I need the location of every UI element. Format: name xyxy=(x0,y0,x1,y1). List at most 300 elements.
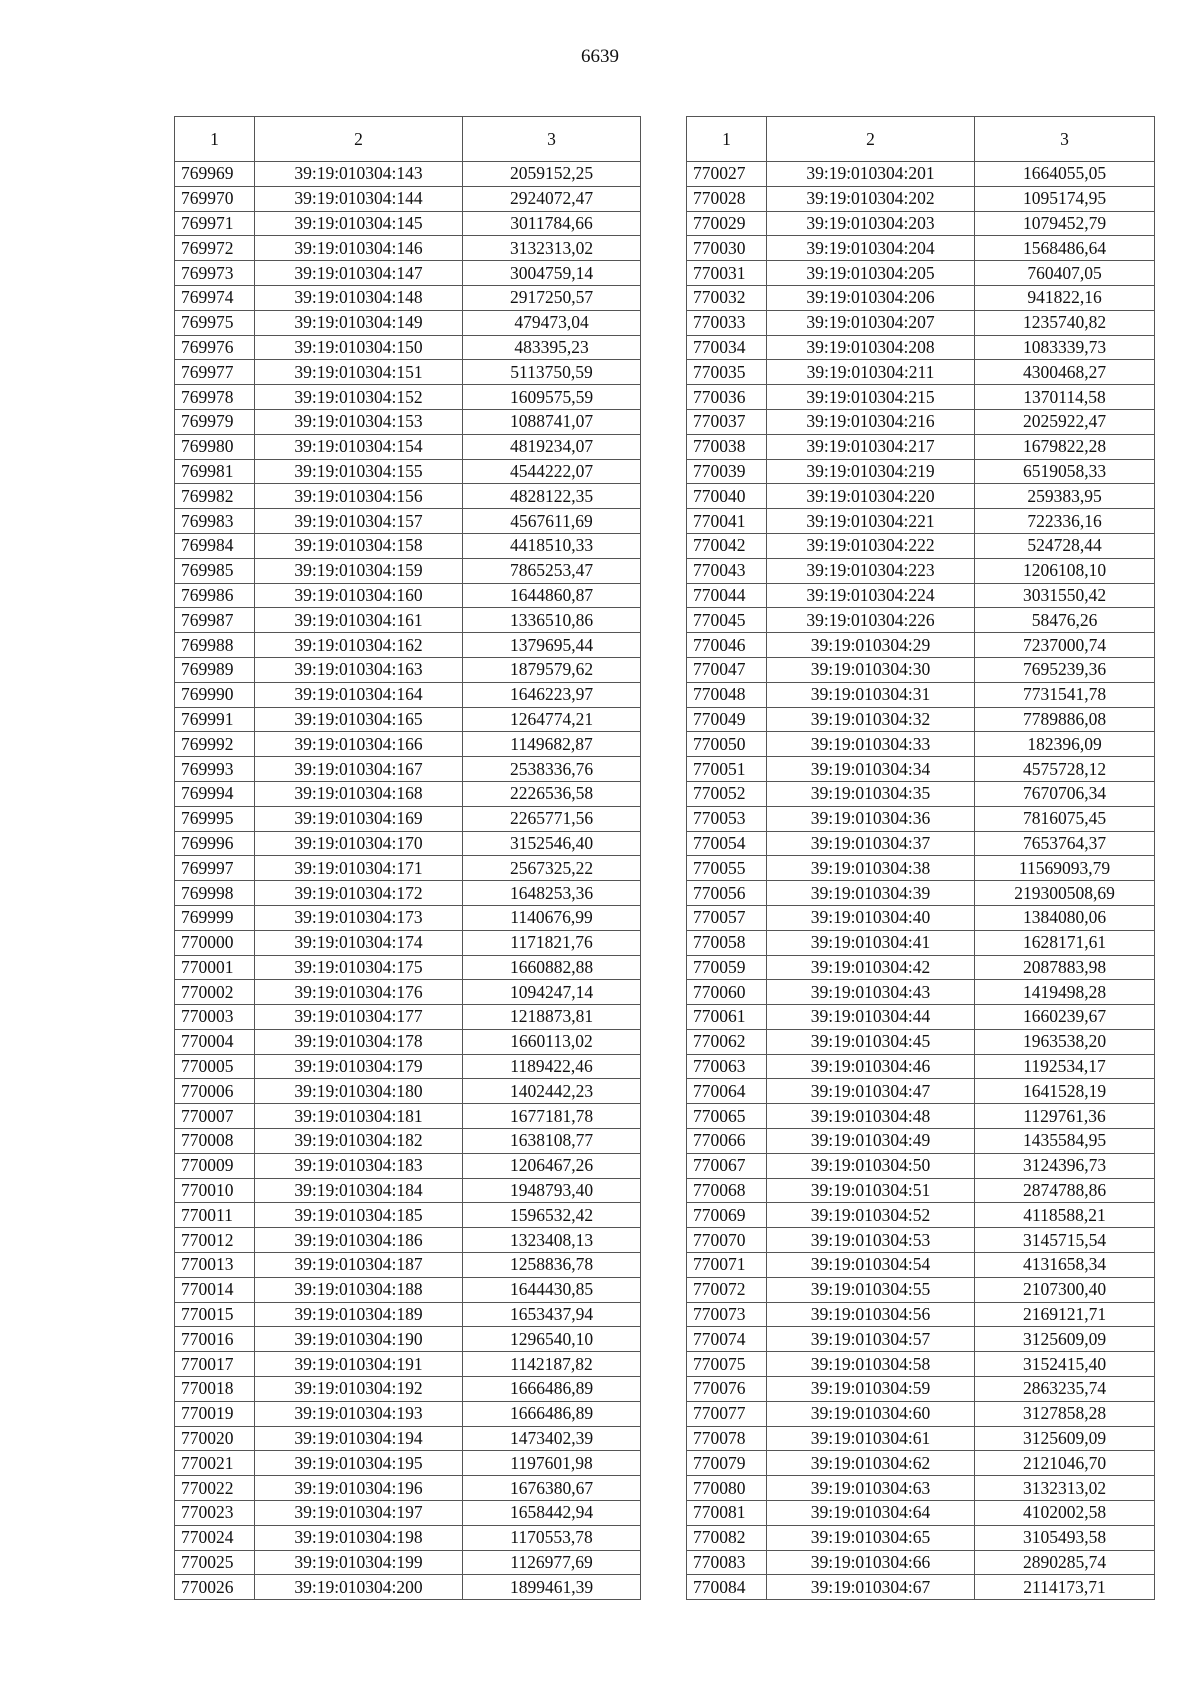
cell-cadastral-number: 39:19:010304:169 xyxy=(255,806,463,831)
table-row xyxy=(175,1277,641,1302)
cell-record-number: 769976 xyxy=(175,335,255,360)
cell-value: 1079452,79 xyxy=(975,211,1155,236)
table-row xyxy=(687,459,1155,484)
cell-value: 1126977,69 xyxy=(463,1550,641,1575)
cell-value: 1083339,73 xyxy=(975,335,1155,360)
cell-value: 3124396,73 xyxy=(975,1153,1155,1178)
cell-cadastral-number: 39:19:010304:174 xyxy=(255,930,463,955)
cell-value: 4544222,07 xyxy=(463,459,641,484)
cell-record-number: 770005 xyxy=(175,1054,255,1079)
table-row xyxy=(175,980,641,1005)
cell-value: 1140676,99 xyxy=(463,905,641,930)
table-row xyxy=(175,211,641,236)
cell-value: 2107300,40 xyxy=(975,1277,1155,1302)
cell-record-number: 770033 xyxy=(687,310,767,335)
cell-value: 4828122,35 xyxy=(463,484,641,509)
table-row xyxy=(687,1277,1155,1302)
cell-cadastral-number: 39:19:010304:172 xyxy=(255,881,463,906)
cell-cadastral-number: 39:19:010304:58 xyxy=(767,1352,975,1377)
table-row xyxy=(175,608,641,633)
cell-value: 1644860,87 xyxy=(463,583,641,608)
cell-value: 6519058,33 xyxy=(975,459,1155,484)
table-row xyxy=(687,509,1155,534)
cell-cadastral-number: 39:19:010304:32 xyxy=(767,707,975,732)
table-row xyxy=(175,1327,641,1352)
cell-value: 2169121,71 xyxy=(975,1302,1155,1327)
cell-cadastral-number: 39:19:010304:201 xyxy=(767,162,975,187)
cell-record-number: 770055 xyxy=(687,856,767,881)
cell-value: 2121046,70 xyxy=(975,1451,1155,1476)
cell-record-number: 770008 xyxy=(175,1129,255,1154)
cell-record-number: 770015 xyxy=(175,1302,255,1327)
cell-cadastral-number: 39:19:010304:176 xyxy=(255,980,463,1005)
table-row xyxy=(687,955,1155,980)
cell-value: 3011784,66 xyxy=(463,211,641,236)
cell-cadastral-number: 39:19:010304:61 xyxy=(767,1426,975,1451)
cell-value: 2087883,98 xyxy=(975,955,1155,980)
cell-cadastral-number: 39:19:010304:192 xyxy=(255,1377,463,1402)
cell-cadastral-number: 39:19:010304:30 xyxy=(767,657,975,682)
cell-value: 1641528,19 xyxy=(975,1079,1155,1104)
cell-cadastral-number: 39:19:010304:57 xyxy=(767,1327,975,1352)
cell-record-number: 770026 xyxy=(175,1575,255,1600)
cell-cadastral-number: 39:19:010304:166 xyxy=(255,732,463,757)
cell-value: 2226536,58 xyxy=(463,781,641,806)
cell-cadastral-number: 39:19:010304:177 xyxy=(255,1005,463,1030)
cell-value: 1323408,13 xyxy=(463,1228,641,1253)
cell-cadastral-number: 39:19:010304:222 xyxy=(767,533,975,558)
table-row xyxy=(687,1005,1155,1030)
cell-record-number: 770068 xyxy=(687,1178,767,1203)
registry-table-right xyxy=(686,116,1155,1600)
cell-value: 1296540,10 xyxy=(463,1327,641,1352)
cell-record-number: 769986 xyxy=(175,583,255,608)
cell-record-number: 770070 xyxy=(687,1228,767,1253)
cell-value: 1206108,10 xyxy=(975,558,1155,583)
cell-cadastral-number: 39:19:010304:43 xyxy=(767,980,975,1005)
cell-record-number: 769970 xyxy=(175,186,255,211)
cell-value: 7653764,37 xyxy=(975,831,1155,856)
cell-record-number: 770065 xyxy=(687,1104,767,1129)
cell-record-number: 770027 xyxy=(687,162,767,187)
cell-value: 3152415,40 xyxy=(975,1352,1155,1377)
table-row xyxy=(687,211,1155,236)
cell-record-number: 769990 xyxy=(175,682,255,707)
cell-record-number: 770007 xyxy=(175,1104,255,1129)
table-row xyxy=(175,657,641,682)
cell-cadastral-number: 39:19:010304:183 xyxy=(255,1153,463,1178)
cell-record-number: 770057 xyxy=(687,905,767,930)
cell-value: 1370114,58 xyxy=(975,385,1155,410)
table-row xyxy=(175,1203,641,1228)
cell-value: 760407,05 xyxy=(975,261,1155,286)
table-row xyxy=(175,955,641,980)
table-row xyxy=(687,1377,1155,1402)
column-header-cadastral-number: 2 xyxy=(767,117,975,162)
cell-value: 4300468,27 xyxy=(975,360,1155,385)
cell-cadastral-number: 39:19:010304:37 xyxy=(767,831,975,856)
cell-record-number: 769993 xyxy=(175,757,255,782)
cell-value: 2874788,86 xyxy=(975,1178,1155,1203)
table-row xyxy=(687,682,1155,707)
cell-cadastral-number: 39:19:010304:66 xyxy=(767,1550,975,1575)
cell-record-number: 770054 xyxy=(687,831,767,856)
cell-record-number: 770082 xyxy=(687,1525,767,1550)
table-row xyxy=(687,732,1155,757)
cell-value: 1170553,78 xyxy=(463,1525,641,1550)
cell-record-number: 770037 xyxy=(687,409,767,434)
table-row xyxy=(687,285,1155,310)
table-row xyxy=(687,831,1155,856)
cell-record-number: 769983 xyxy=(175,509,255,534)
cell-record-number: 770053 xyxy=(687,806,767,831)
cell-value: 1402442,23 xyxy=(463,1079,641,1104)
cell-cadastral-number: 39:19:010304:157 xyxy=(255,509,463,534)
table-row xyxy=(687,1079,1155,1104)
cell-value: 1677181,78 xyxy=(463,1104,641,1129)
table-row xyxy=(175,1352,641,1377)
cell-record-number: 770047 xyxy=(687,657,767,682)
cell-cadastral-number: 39:19:010304:156 xyxy=(255,484,463,509)
cell-cadastral-number: 39:19:010304:164 xyxy=(255,682,463,707)
table-row xyxy=(175,236,641,261)
cell-record-number: 770041 xyxy=(687,509,767,534)
cell-record-number: 770048 xyxy=(687,682,767,707)
cell-value: 3125609,09 xyxy=(975,1327,1155,1352)
table-row xyxy=(687,707,1155,732)
table-row xyxy=(175,682,641,707)
cell-value: 722336,16 xyxy=(975,509,1155,534)
cell-cadastral-number: 39:19:010304:216 xyxy=(767,409,975,434)
cell-record-number: 770000 xyxy=(175,930,255,955)
table-row xyxy=(687,1451,1155,1476)
cell-value: 1189422,46 xyxy=(463,1054,641,1079)
cell-cadastral-number: 39:19:010304:215 xyxy=(767,385,975,410)
table-row xyxy=(687,881,1155,906)
cell-value: 11569093,79 xyxy=(975,856,1155,881)
cell-cadastral-number: 39:19:010304:193 xyxy=(255,1401,463,1426)
cell-record-number: 770051 xyxy=(687,757,767,782)
cell-record-number: 769988 xyxy=(175,633,255,658)
table-row xyxy=(687,310,1155,335)
cell-cadastral-number: 39:19:010304:56 xyxy=(767,1302,975,1327)
table-row xyxy=(175,162,641,187)
cell-cadastral-number: 39:19:010304:158 xyxy=(255,533,463,558)
table-row xyxy=(175,285,641,310)
table-row xyxy=(687,856,1155,881)
cell-cadastral-number: 39:19:010304:45 xyxy=(767,1029,975,1054)
cell-value: 7670706,34 xyxy=(975,781,1155,806)
table-row xyxy=(175,1525,641,1550)
cell-cadastral-number: 39:19:010304:33 xyxy=(767,732,975,757)
cell-cadastral-number: 39:19:010304:160 xyxy=(255,583,463,608)
table-row xyxy=(175,558,641,583)
table-row xyxy=(687,261,1155,286)
cell-cadastral-number: 39:19:010304:217 xyxy=(767,434,975,459)
table-row xyxy=(175,583,641,608)
cell-cadastral-number: 39:19:010304:187 xyxy=(255,1253,463,1278)
cell-value: 1197601,98 xyxy=(463,1451,641,1476)
table-row xyxy=(175,856,641,881)
table-row xyxy=(175,484,641,509)
cell-cadastral-number: 39:19:010304:170 xyxy=(255,831,463,856)
cell-record-number: 770034 xyxy=(687,335,767,360)
table-row xyxy=(687,1401,1155,1426)
table-row xyxy=(175,409,641,434)
cell-cadastral-number: 39:19:010304:42 xyxy=(767,955,975,980)
cell-record-number: 770003 xyxy=(175,1005,255,1030)
cell-record-number: 769985 xyxy=(175,558,255,583)
table-row xyxy=(687,980,1155,1005)
cell-value: 524728,44 xyxy=(975,533,1155,558)
cell-record-number: 769972 xyxy=(175,236,255,261)
table-row xyxy=(175,1104,641,1129)
cell-value: 1095174,95 xyxy=(975,186,1155,211)
cell-record-number: 770031 xyxy=(687,261,767,286)
cell-value: 2890285,74 xyxy=(975,1550,1155,1575)
cell-value: 7695239,36 xyxy=(975,657,1155,682)
table-row xyxy=(175,1129,641,1154)
cell-value: 3031550,42 xyxy=(975,583,1155,608)
table-row xyxy=(175,1153,641,1178)
cell-value: 2538336,76 xyxy=(463,757,641,782)
table-row xyxy=(687,1203,1155,1228)
cell-record-number: 770022 xyxy=(175,1476,255,1501)
table-row xyxy=(687,608,1155,633)
table-row xyxy=(175,459,641,484)
cell-cadastral-number: 39:19:010304:60 xyxy=(767,1401,975,1426)
cell-record-number: 770040 xyxy=(687,484,767,509)
cell-cadastral-number: 39:19:010304:53 xyxy=(767,1228,975,1253)
cell-cadastral-number: 39:19:010304:199 xyxy=(255,1550,463,1575)
cell-value: 1660113,02 xyxy=(463,1029,641,1054)
table-row xyxy=(687,633,1155,658)
table-row xyxy=(175,186,641,211)
cell-record-number: 770081 xyxy=(687,1501,767,1526)
page-number: 6639 xyxy=(581,46,619,67)
cell-cadastral-number: 39:19:010304:39 xyxy=(767,881,975,906)
table-row xyxy=(687,1178,1155,1203)
table-row xyxy=(175,1054,641,1079)
cell-cadastral-number: 39:19:010304:198 xyxy=(255,1525,463,1550)
cell-cadastral-number: 39:19:010304:181 xyxy=(255,1104,463,1129)
cell-cadastral-number: 39:19:010304:162 xyxy=(255,633,463,658)
cell-record-number: 769999 xyxy=(175,905,255,930)
cell-value: 1666486,89 xyxy=(463,1377,641,1402)
table-row xyxy=(175,1575,641,1600)
cell-cadastral-number: 39:19:010304:224 xyxy=(767,583,975,608)
cell-record-number: 770078 xyxy=(687,1426,767,1451)
table-row xyxy=(175,1550,641,1575)
table-row xyxy=(175,1377,641,1402)
table-row xyxy=(687,757,1155,782)
table-row xyxy=(687,335,1155,360)
cell-record-number: 770071 xyxy=(687,1253,767,1278)
cell-value: 1336510,86 xyxy=(463,608,641,633)
table-row xyxy=(175,1451,641,1476)
cell-value: 1660239,67 xyxy=(975,1005,1155,1030)
cell-value: 2917250,57 xyxy=(463,285,641,310)
table-row xyxy=(687,385,1155,410)
cell-record-number: 769992 xyxy=(175,732,255,757)
cell-record-number: 769974 xyxy=(175,285,255,310)
table-row xyxy=(175,905,641,930)
cell-cadastral-number: 39:19:010304:34 xyxy=(767,757,975,782)
cell-value: 58476,26 xyxy=(975,608,1155,633)
cell-value: 3132313,02 xyxy=(463,236,641,261)
table-row xyxy=(687,1327,1155,1352)
cell-value: 1129761,36 xyxy=(975,1104,1155,1129)
cell-record-number: 770016 xyxy=(175,1327,255,1352)
cell-value: 1638108,77 xyxy=(463,1129,641,1154)
cell-cadastral-number: 39:19:010304:48 xyxy=(767,1104,975,1129)
cell-record-number: 769984 xyxy=(175,533,255,558)
table-row xyxy=(687,930,1155,955)
cell-record-number: 770017 xyxy=(175,1352,255,1377)
cell-record-number: 769998 xyxy=(175,881,255,906)
cell-cadastral-number: 39:19:010304:65 xyxy=(767,1525,975,1550)
cell-record-number: 770080 xyxy=(687,1476,767,1501)
cell-record-number: 770045 xyxy=(687,608,767,633)
cell-record-number: 770044 xyxy=(687,583,767,608)
cell-cadastral-number: 39:19:010304:165 xyxy=(255,707,463,732)
column-header-value: 3 xyxy=(975,117,1155,162)
table-row xyxy=(175,434,641,459)
cell-record-number: 770059 xyxy=(687,955,767,980)
cell-cadastral-number: 39:19:010304:155 xyxy=(255,459,463,484)
table-row xyxy=(175,385,641,410)
table-row xyxy=(687,905,1155,930)
cell-value: 1676380,67 xyxy=(463,1476,641,1501)
cell-cadastral-number: 39:19:010304:226 xyxy=(767,608,975,633)
table-row xyxy=(687,360,1155,385)
cell-cadastral-number: 39:19:010304:167 xyxy=(255,757,463,782)
cell-record-number: 770024 xyxy=(175,1525,255,1550)
cell-record-number: 770012 xyxy=(175,1228,255,1253)
cell-value: 1660882,88 xyxy=(463,955,641,980)
cell-value: 4118588,21 xyxy=(975,1203,1155,1228)
cell-value: 4567611,69 xyxy=(463,509,641,534)
table-row xyxy=(175,533,641,558)
table-row xyxy=(687,484,1155,509)
cell-value: 1658442,94 xyxy=(463,1501,641,1526)
cell-cadastral-number: 39:19:010304:152 xyxy=(255,385,463,410)
table-row xyxy=(687,186,1155,211)
table-row xyxy=(687,434,1155,459)
cell-value: 483395,23 xyxy=(463,335,641,360)
cell-record-number: 770075 xyxy=(687,1352,767,1377)
cell-record-number: 770042 xyxy=(687,533,767,558)
cell-record-number: 770019 xyxy=(175,1401,255,1426)
cell-value: 3145715,54 xyxy=(975,1228,1155,1253)
cell-cadastral-number: 39:19:010304:31 xyxy=(767,682,975,707)
cell-value: 7789886,08 xyxy=(975,707,1155,732)
cell-record-number: 770032 xyxy=(687,285,767,310)
table-header xyxy=(175,117,641,162)
cell-cadastral-number: 39:19:010304:194 xyxy=(255,1426,463,1451)
cell-value: 2114173,71 xyxy=(975,1575,1155,1600)
cell-value: 1679822,28 xyxy=(975,434,1155,459)
cell-record-number: 769979 xyxy=(175,409,255,434)
cell-cadastral-number: 39:19:010304:52 xyxy=(767,1203,975,1228)
cell-record-number: 769982 xyxy=(175,484,255,509)
cell-cadastral-number: 39:19:010304:38 xyxy=(767,856,975,881)
cell-record-number: 769994 xyxy=(175,781,255,806)
table-row xyxy=(175,1476,641,1501)
cell-value: 1568486,64 xyxy=(975,236,1155,261)
cell-cadastral-number: 39:19:010304:63 xyxy=(767,1476,975,1501)
table-row xyxy=(687,583,1155,608)
table-row xyxy=(687,1153,1155,1178)
column-header-value: 3 xyxy=(463,117,641,162)
table-row xyxy=(175,1253,641,1278)
cell-cadastral-number: 39:19:010304:223 xyxy=(767,558,975,583)
cell-value: 2567325,22 xyxy=(463,856,641,881)
cell-cadastral-number: 39:19:010304:203 xyxy=(767,211,975,236)
cell-record-number: 770009 xyxy=(175,1153,255,1178)
cell-value: 1258836,78 xyxy=(463,1253,641,1278)
table-row xyxy=(687,1228,1155,1253)
cell-cadastral-number: 39:19:010304:149 xyxy=(255,310,463,335)
cell-value: 7865253,47 xyxy=(463,558,641,583)
cell-cadastral-number: 39:19:010304:151 xyxy=(255,360,463,385)
table-row xyxy=(687,657,1155,682)
cell-record-number: 770084 xyxy=(687,1575,767,1600)
cell-value: 5113750,59 xyxy=(463,360,641,385)
table-row xyxy=(687,1550,1155,1575)
cell-cadastral-number: 39:19:010304:67 xyxy=(767,1575,975,1600)
table-row xyxy=(175,335,641,360)
cell-cadastral-number: 39:19:010304:36 xyxy=(767,806,975,831)
table-body xyxy=(687,162,1155,1600)
cell-value: 1384080,06 xyxy=(975,905,1155,930)
column-header-cadastral-number: 2 xyxy=(255,117,463,162)
cell-value: 1473402,39 xyxy=(463,1426,641,1451)
table-row xyxy=(175,1228,641,1253)
cell-cadastral-number: 39:19:010304:208 xyxy=(767,335,975,360)
cell-record-number: 769975 xyxy=(175,310,255,335)
cell-value: 1596532,42 xyxy=(463,1203,641,1228)
cell-cadastral-number: 39:19:010304:171 xyxy=(255,856,463,881)
cell-cadastral-number: 39:19:010304:207 xyxy=(767,310,975,335)
cell-value: 1644430,85 xyxy=(463,1277,641,1302)
table-row xyxy=(175,1079,641,1104)
cell-cadastral-number: 39:19:010304:211 xyxy=(767,360,975,385)
cell-cadastral-number: 39:19:010304:179 xyxy=(255,1054,463,1079)
cell-record-number: 770066 xyxy=(687,1129,767,1154)
table-row xyxy=(687,558,1155,583)
cell-value: 479473,04 xyxy=(463,310,641,335)
cell-record-number: 770036 xyxy=(687,385,767,410)
cell-cadastral-number: 39:19:010304:148 xyxy=(255,285,463,310)
cell-record-number: 770014 xyxy=(175,1277,255,1302)
cell-cadastral-number: 39:19:010304:59 xyxy=(767,1377,975,1402)
cell-record-number: 770056 xyxy=(687,881,767,906)
cell-value: 3127858,28 xyxy=(975,1401,1155,1426)
cell-record-number: 770013 xyxy=(175,1253,255,1278)
cell-value: 7237000,74 xyxy=(975,633,1155,658)
cell-record-number: 770011 xyxy=(175,1203,255,1228)
cell-cadastral-number: 39:19:010304:186 xyxy=(255,1228,463,1253)
cell-value: 1609575,59 xyxy=(463,385,641,410)
cell-record-number: 769997 xyxy=(175,856,255,881)
cell-value: 1899461,39 xyxy=(463,1575,641,1600)
cell-value: 4575728,12 xyxy=(975,757,1155,782)
table-row xyxy=(175,1178,641,1203)
cell-cadastral-number: 39:19:010304:184 xyxy=(255,1178,463,1203)
cell-record-number: 770079 xyxy=(687,1451,767,1476)
cell-record-number: 770072 xyxy=(687,1277,767,1302)
